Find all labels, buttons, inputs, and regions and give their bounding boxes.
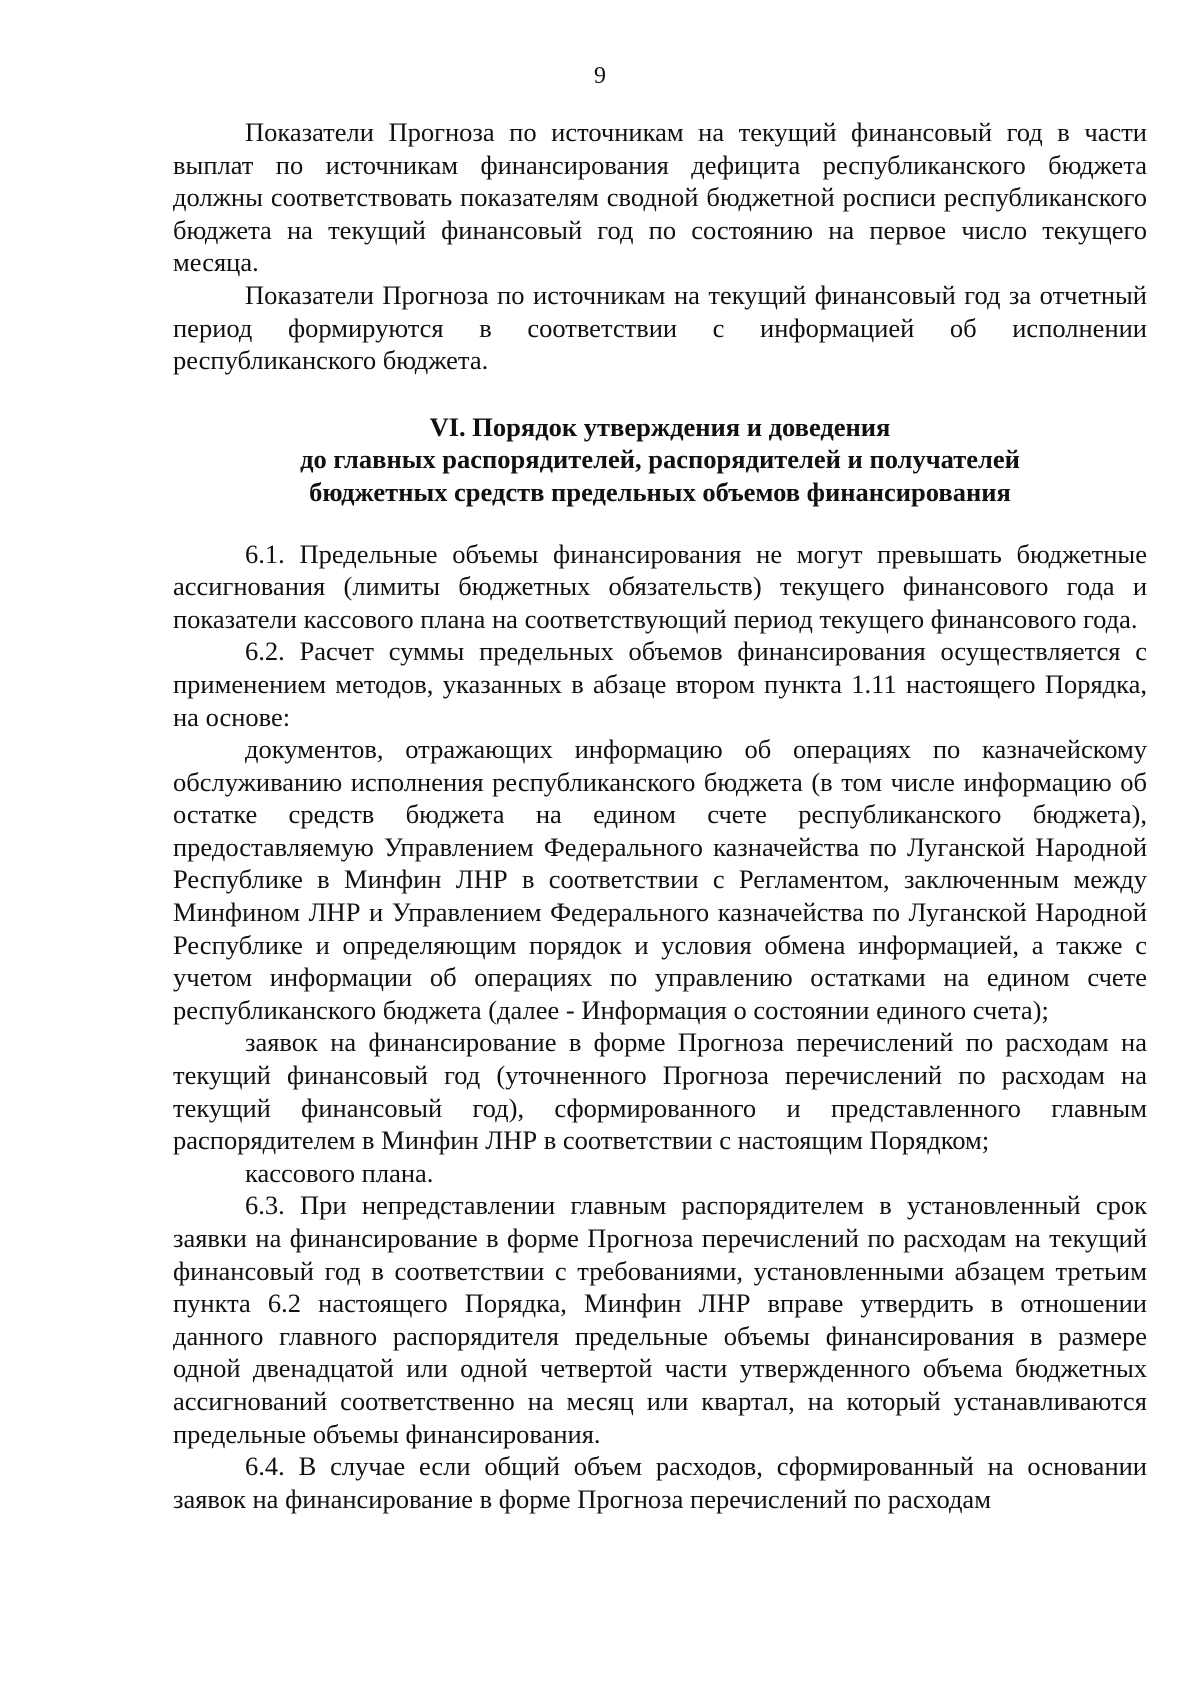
paragraph-6-2: 6.2. Расчет суммы предельных объемов финансирования осуществляется с применением методов, указанных в абзаце втором пункта 1.11 настоящего Порядка, на основе: bbox=[173, 636, 1147, 732]
paragraph-6-4: 6.4. В случае если общий объем расходов, сформированный на основании заявок на финансирование в форме Прогноза перечислений по расходам bbox=[173, 1451, 1147, 1514]
section-heading bbox=[173, 411, 1147, 509]
paragraph: Показатели Прогноза по источникам на текущий финансовый год за отчетный период формируются в соответствии с информацией об исполнении республиканского бюджета. bbox=[173, 279, 1147, 376]
section-heading-line: до главных распорядителей, распорядителей и получателей bbox=[300, 444, 1020, 475]
paragraph-6-3: 6.3. При непредставлении главным распорядителем в установленный срок заявки на финансирование в форме Прогноза перечислений по расходам на текущий финансовый год в соответствии с требованиями, установленными абзацем третьим пункта 6.2 настоящего Порядка, Минфин ЛНР вправе утвердить в отношении данного главного распорядителя предельные объемы финансирования в размере одной двенадцатой или одной четвертой части утвержденного объема бюджетных ассигнований соответственно на месяц или квартал, на который устанавливаются предельные объемы финансирования. bbox=[173, 1190, 1147, 1449]
paragraph: документов, отражающих информацию об операциях по казначейскому обслуживанию исполнения республиканского бюджета (в том числе информацию об остатке средств бюджета на едином счете республиканского бюджета), предоставляемую Управлением Федерального казначейства по Луганской Народной Республике в Минфин ЛНР в соответствии с Регламентом, заключенным между Минфином ЛНР и Управлением Федерального казначейства по Луганской Народной Республике и определяющим порядок и условия обмена информацией, а также с учетом информации об операциях по управлению остатками на едином счете республиканского бюджета (далее - Информация о состоянии единого счета); bbox=[173, 734, 1147, 1025]
paragraph: заявок на финансирование в форме Прогноза перечислений по расходам на текущий финансовый год (уточненного Прогноза перечислений по расходам на текущий финансовый год), сформированного и представленного главным распорядителем в Минфин ЛНР в соответствии с настоящим Порядком; bbox=[173, 1027, 1147, 1156]
paragraph: кассового плана. bbox=[245, 1157, 434, 1188]
page-number: 9 bbox=[594, 63, 606, 89]
paragraph-6-1: 6.1. Предельные объемы финансирования не могут превышать бюджетные ассигнования (лимиты бюджетных обязательств) текущего финансового года и показатели кассового плана на соответствующий период текущего финансового года. bbox=[173, 538, 1147, 634]
section-heading-line: бюджетных средств предельных объемов финансирования bbox=[309, 476, 1011, 507]
document-body bbox=[173, 116, 1147, 1515]
paragraph: Показатели Прогноза по источникам на текущий финансовый год в части выплат по источникам финансирования дефицита республиканского бюджета должны соответствовать показателям сводной бюджетной росписи республиканского бюджета на текущий финансовый год по состоянию на первое число текущего месяца. bbox=[173, 117, 1147, 278]
section-heading-line: VI. Порядок утверждения и доведения bbox=[429, 411, 891, 442]
